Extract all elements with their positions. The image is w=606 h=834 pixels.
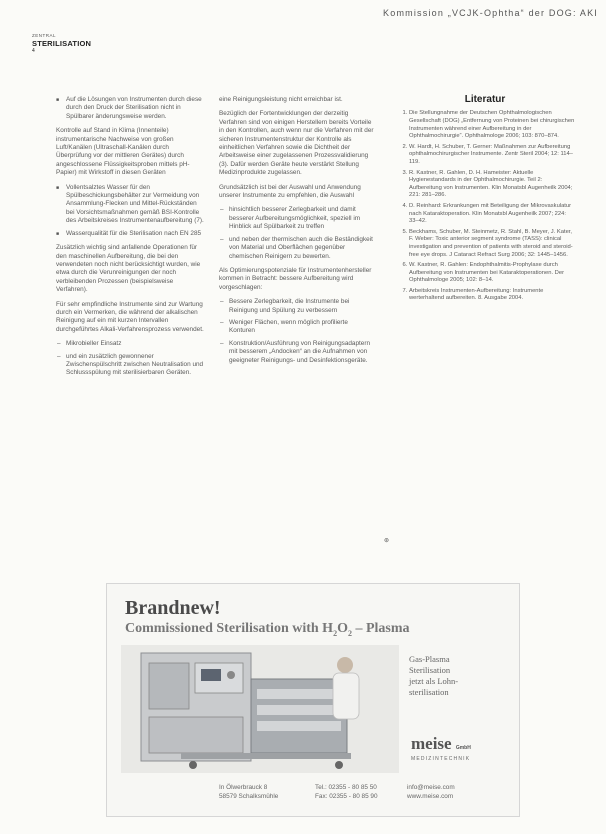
list-item: – und neben der thermischen auch die Beständigkeit von Material und Oberflächen gegenüber chemischen Reinigern zu bewerten.: [229, 236, 374, 261]
ad-phone: [315, 784, 395, 801]
paragraph: Kontrolle auf Stand in Klima (Innenteile) instrumentarische Nachweise von großen Luft/Kanälen (Ultraschall-Kanälen durch Überprüfung vor der mittleren Gerätes) durch angeschlossene Flüssigkeitsproben mittels pH-Papier) mit Wirkstoff in diesen Geräten: [56, 127, 190, 177]
reference-item: 1. Die Stellungnahme der Deutschen Ophthalmologischen Gesellschaft (DOG) „Entfernung von Proteinen bei chirurgischen Instrumenten während einer Aufbereitung in der Ophthalmochirurgie“. Ophthalmologe 2006; 103: 870–874.: [409, 110, 575, 140]
ad-subheadline-text: Commissioned Sterilisation with H: [125, 621, 334, 636]
paragraph: Zusätzlich wichtig sind anfallende Operationen für den maschinellen Aufbereitung, die bei den verwendeten noch nicht berücksichtigt wurden, wie etwa durch die Verunreinigungen der noch verbleibenden Prozessen (beispielsweise Verfahren).: [56, 244, 201, 294]
brand-prefix: ZENTRAL: [32, 33, 57, 38]
ad-web: [407, 784, 507, 801]
paragraph: Für sehr empfindliche Instrumente sind zur Wartung durch ein Vermerken, die während der alkalischen Reinigung auf ein mit kurzen Intervallen durchgeführtes Alkali-Verfahrensprozess verwendet.: [56, 300, 204, 333]
page-number: 4: [32, 47, 35, 54]
ad-subheadline-text: O: [337, 621, 348, 636]
brand-name: STERILISATION: [32, 38, 92, 48]
ad-subheadline: [125, 621, 410, 638]
ad-side-text: [409, 654, 507, 698]
reference-item: 7. Arbeitskreis Instrumenten-Aufbereitung: Instrumente werterhaltend aufbereiten. 8. Ausgabe 2004.: [409, 288, 575, 303]
list-item: ■ Auf die Lösungen von Instrumenten durch diese durch den Druck der Sterilisation nicht in Spülbarer änderungsweise werden.: [66, 96, 204, 121]
ad-side-line: sterilisation: [409, 687, 449, 697]
website-line: www.meise.com: [407, 792, 454, 800]
list-item: – Mikrobieller Einsatz: [66, 340, 204, 348]
ad-side-line: jetzt als Lohn-: [409, 676, 459, 686]
phone-line: Tel.: 02355 - 80 85 50: [315, 784, 377, 791]
ad-subheadline-text: – Plasma: [351, 621, 410, 636]
list-item: – und ein zusätzlich gewonnener Zwischenspülschritt zwischen Neutralisation und Schlussspülung mit sterilisierbaren Geräten.: [66, 353, 204, 378]
ad-subscript: 2: [347, 628, 352, 638]
references-column: [395, 96, 575, 306]
reference-item: 5. Beckhams, Schuber, M. Steinmetz, R. Stahl, B. Meyer, J. Kater, F. Weber: Toxic anterior segment syndrome (TASS): clinical investigation and prevention of patients with steroid and steroid-free eye drops. J Cataract Refract Surg 2006; 32: 1445–1456.: [409, 229, 575, 259]
fax-line: Fax: 02355 - 80 85 90: [315, 792, 378, 800]
address-line: In Ölwerbrauck 8: [219, 784, 268, 791]
reference-item: 3. R. Kastner, R. Gahlen, D. H. Hameister: Aktuelle Hygienestandards in der Ophthalmochirurgie. Teil 2: Aufbereitung von Instrumenten. Klin Monatsbl Augenheilk 2004; 221: 281–286.: [409, 170, 575, 200]
reference-item: 6. W. Kastner, R. Gahlen: Endophthalmitis-Prophylaxe durch Aufbereitung von Instrumenten bei Kataraktoperationen. Der Ophthalmologe 2005; 102: 8–14.: [409, 262, 575, 285]
ad-address: [219, 784, 279, 801]
text-column-1: [56, 96, 204, 384]
text-column-2: [219, 96, 374, 371]
dash-list: [219, 206, 374, 260]
logo-suffix: GmbH: [455, 745, 471, 751]
list-item: ■ Wasserqualität für die Sterilisation nach EN 285: [66, 230, 204, 238]
references-list: [395, 110, 575, 303]
references-heading: Literatur: [464, 94, 506, 105]
reference-item: 4. D. Reinhard: Erkrankungen mit Beteiligung der Mikrovaskulatur nach Kataraktoperation. Klin Monatsbl Augenheilk 2007; 224: 33–42.: [409, 203, 575, 226]
list-item: ■ Vollentsalztes Wasser für den Spülbeschickungsbehälter zur Vermeidung von Ansammlung-Flecken und Mittel-Rückständen bei Vorsichtsmaßnahmen gemäß BSI-Kontrolle des Arbeitskreises Instrumentenaufbereitung (7).: [66, 184, 204, 226]
paragraph: eine Reinigungsleistung nicht erreichbar ist.: [219, 96, 343, 103]
bullet-list: [56, 184, 204, 238]
ad-headline: Brandnew!: [125, 597, 221, 619]
dash-list: [56, 340, 204, 378]
email-line: info@meise.com: [407, 784, 455, 791]
list-item: – Konstruktion/Ausführung von Reinigungsadaptern mit besserem „Andocken“ an die Aufnahmen von geeigneter Reinigungs- und Desinfektionsgeräte.: [229, 340, 374, 365]
ad-side-line: Gas-Plasma: [409, 654, 450, 664]
sterilisation-machine-photo: [121, 645, 399, 773]
list-item: – Bessere Zerlegbarkeit, die Instrumente bei Reinigung und Spülung zu verbessern: [229, 298, 374, 315]
paragraph: Bezüglich der Fortentwicklungen der derzeitig Verfahren sind von einigen Herstellern bereits Vorteile in den Kontrollen, auch wenn nur die Verfahren mit der sicheren Instrumentenstruktur der Kontrolle als einheitlichen Verfahren sowie die Dichtheit der Arbeitsweise einer zugelassenen Prozessvalidierung (3). Dafür werden Geräte heute verstärkt Stellung Medizinprodukte zugelassen.: [219, 110, 374, 177]
running-header: Kommission „VCJK-Ophtha“ der DOG: AKI: [383, 8, 598, 18]
list-item: – Weniger Flächen, wenn möglich profilierte Konturen: [229, 319, 374, 336]
bullet-list: [56, 96, 204, 121]
advertisement: [106, 583, 520, 817]
paragraph: Als Optimierungspotenziale für Instrumentenhersteller kommen in Betracht: bessere Aufbereitung wird vorgeschlagen:: [219, 266, 372, 291]
paragraph: Grundsätzlich ist bei der Auswahl und Anwendung unserer Instrumente zu empfehlen, die Auswahl: [219, 183, 361, 200]
journal-brand: [32, 34, 91, 54]
dash-list: [219, 298, 374, 365]
list-item: – hinsichtlich besserer Zerlegbarkeit und damit besserer Aufbereitungsmöglichkeit, speziell im Hinblick auf Spülbarkeit zu treffen: [229, 206, 374, 231]
address-line: 58579 Schalksmühle: [219, 792, 279, 800]
ad-subscript: 2: [333, 628, 338, 638]
company-logo: [411, 734, 471, 754]
article-end-mark: ⊛: [384, 538, 390, 544]
ad-side-line: Sterilisation: [409, 665, 451, 675]
logo-tagline: MEDIZINTECHNIK: [411, 756, 471, 762]
logo-word: meise: [411, 734, 452, 753]
reference-item: 2. W. Hardt, H. Schuber, T. Gerner: Maßnahmen zur Aufbereitung ophthalmochirurgischer Instrumente. Zentr Steril 2004; 12: 114–119.: [409, 144, 575, 167]
